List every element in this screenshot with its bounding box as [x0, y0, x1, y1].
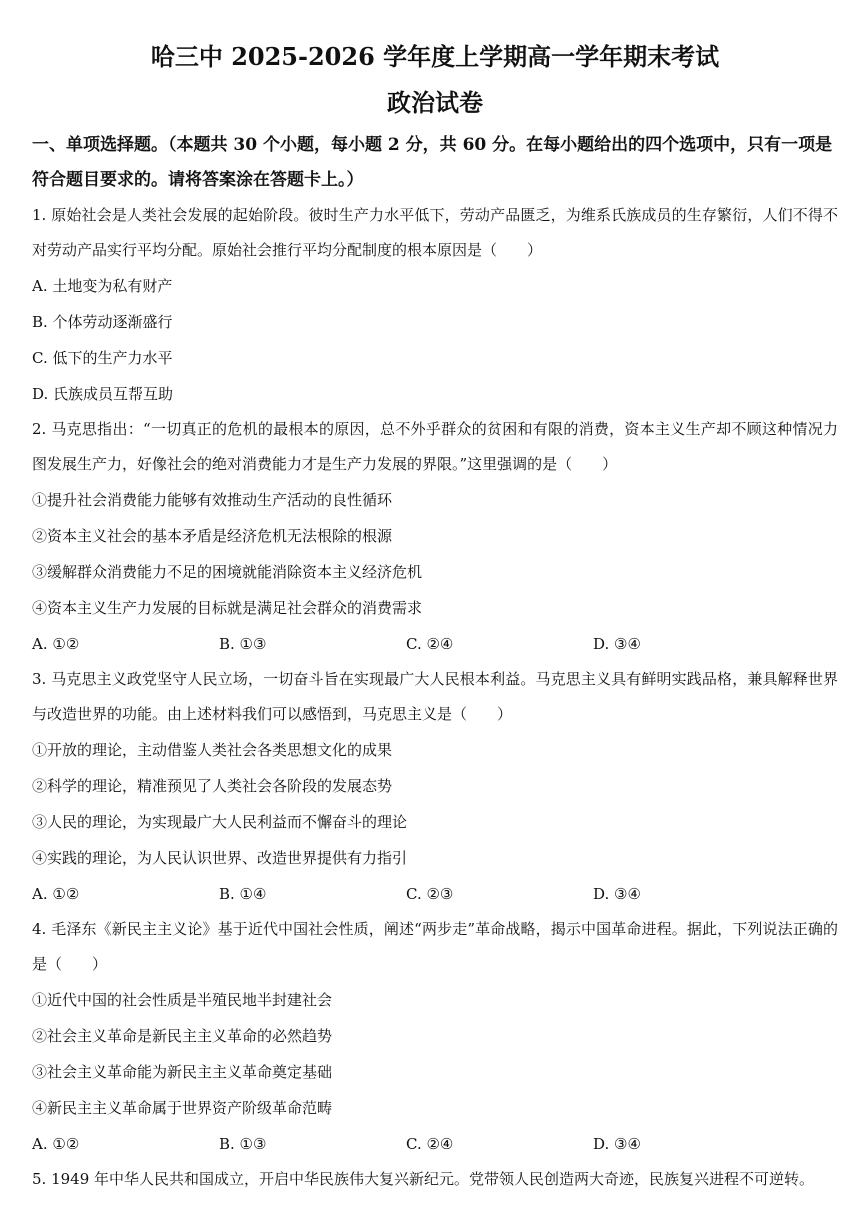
answer-option-d: D. ③④	[593, 1135, 641, 1153]
statement-line: ②科学的理论，精准预见了人类社会各阶段的发展态势	[32, 777, 393, 795]
answer-option-c: C. ②④	[406, 635, 454, 653]
answer-option-a: A. ①②	[32, 885, 80, 903]
question-stem: 1. 原始社会是人类社会发展的起始阶段。彼时生产力水平低下，劳动产品匮乏，为维系氏族成员的生存繁衍，人们不得不对劳动产品实行平均分配。原始社会推行平均分配制度的根本原因是（ ）	[32, 206, 838, 259]
question-5	[32, 1162, 838, 1197]
statement-line: ②资本主义社会的基本矛盾是经济危机无法根除的根源	[32, 527, 393, 545]
option-line: A. 土地变为私有财产	[32, 277, 173, 295]
statement-line: ③缓解群众消费能力不足的困境就能消除资本主义经济危机	[32, 563, 423, 581]
answer-options	[32, 1126, 838, 1162]
statement-line: ③社会主义革命能为新民主主义革命奠定基础	[32, 1063, 333, 1081]
statement-line: ①开放的理论，主动借鉴人类社会各类思想文化的成果	[32, 741, 393, 759]
section-heading: 一、单项选择题。（本题共 30 个小题，每小题 2 分，共 60 分。在每小题给出的四个选项中，只有一项是符合题目要求的。请将答案涂在答题卡上。）	[32, 135, 833, 190]
answer-option-c: C. ②③	[406, 885, 454, 903]
question-stem: 5. 1949 年中华人民共和国成立，开启中华民族伟大复兴新纪元。党带领人民创造两大奇迹，民族复兴进程不可逆转。	[32, 1170, 815, 1188]
exam-title: 哈三中 2025-2026 学年度上学期高一学年期末考试	[150, 42, 720, 71]
option-line: B. 个体劳动逐渐盛行	[32, 313, 173, 331]
answer-option-a: A. ①②	[32, 1135, 80, 1153]
statement-line: ④资本主义生产力发展的目标就是满足社会群众的消费需求	[32, 599, 423, 617]
statement-line: ④实践的理论，为人民认识世界、改造世界提供有力指引	[32, 849, 408, 867]
question-stem: 2. 马克思指出：“一切真正的危机的最根本的原因，总不外乎群众的贫困和有限的消费，资本主义生产却不顾这种情况力图发展生产力，好像社会的绝对消费能力才是生产力发展的界限。”这里强调的是（ ）	[32, 420, 838, 473]
answer-options	[32, 626, 838, 662]
option-line: C. 低下的生产力水平	[32, 349, 173, 367]
statement-line: ④新民主主义革命属于世界资产阶级革命范畴	[32, 1099, 333, 1117]
option-line: D. 氏族成员互帮互助	[32, 385, 174, 403]
question-2	[32, 412, 838, 662]
answer-options	[32, 876, 838, 912]
question-3	[32, 662, 838, 912]
answer-option-b: B. ①③	[219, 635, 267, 653]
answer-option-b: B. ①③	[219, 1135, 267, 1153]
statement-line: ②社会主义革命是新民主主义革命的必然趋势	[32, 1027, 333, 1045]
question-stem: 4. 毛泽东《新民主主义论》基于近代中国社会性质，阐述“两步走”革命战略，揭示中国革命进程。据此，下列说法正确的是（ ）	[32, 920, 838, 973]
statement-line: ①提升社会消费能力能够有效推动生产活动的良性循环	[32, 491, 393, 509]
answer-option-d: D. ③④	[593, 885, 641, 903]
statement-line: ①近代中国的社会性质是半殖民地半封建社会	[32, 991, 333, 1009]
statement-line: ③人民的理论，为实现最广大人民利益而不懈奋斗的理论	[32, 813, 408, 831]
question-1	[32, 198, 838, 412]
answer-option-c: C. ②④	[406, 1135, 454, 1153]
answer-option-a: A. ①②	[32, 635, 80, 653]
answer-option-b: B. ①④	[219, 885, 267, 903]
exam-subtitle: 政治试卷	[387, 88, 483, 117]
question-4	[32, 912, 838, 1162]
answer-option-d: D. ③④	[593, 635, 641, 653]
question-stem: 3. 马克思主义政党坚守人民立场，一切奋斗旨在实现最广大人民根本利益。马克思主义具有鲜明实践品格，兼具解释世界与改造世界的功能。由上述材料我们可以感悟到，马克思主义是（ ）	[32, 670, 838, 723]
